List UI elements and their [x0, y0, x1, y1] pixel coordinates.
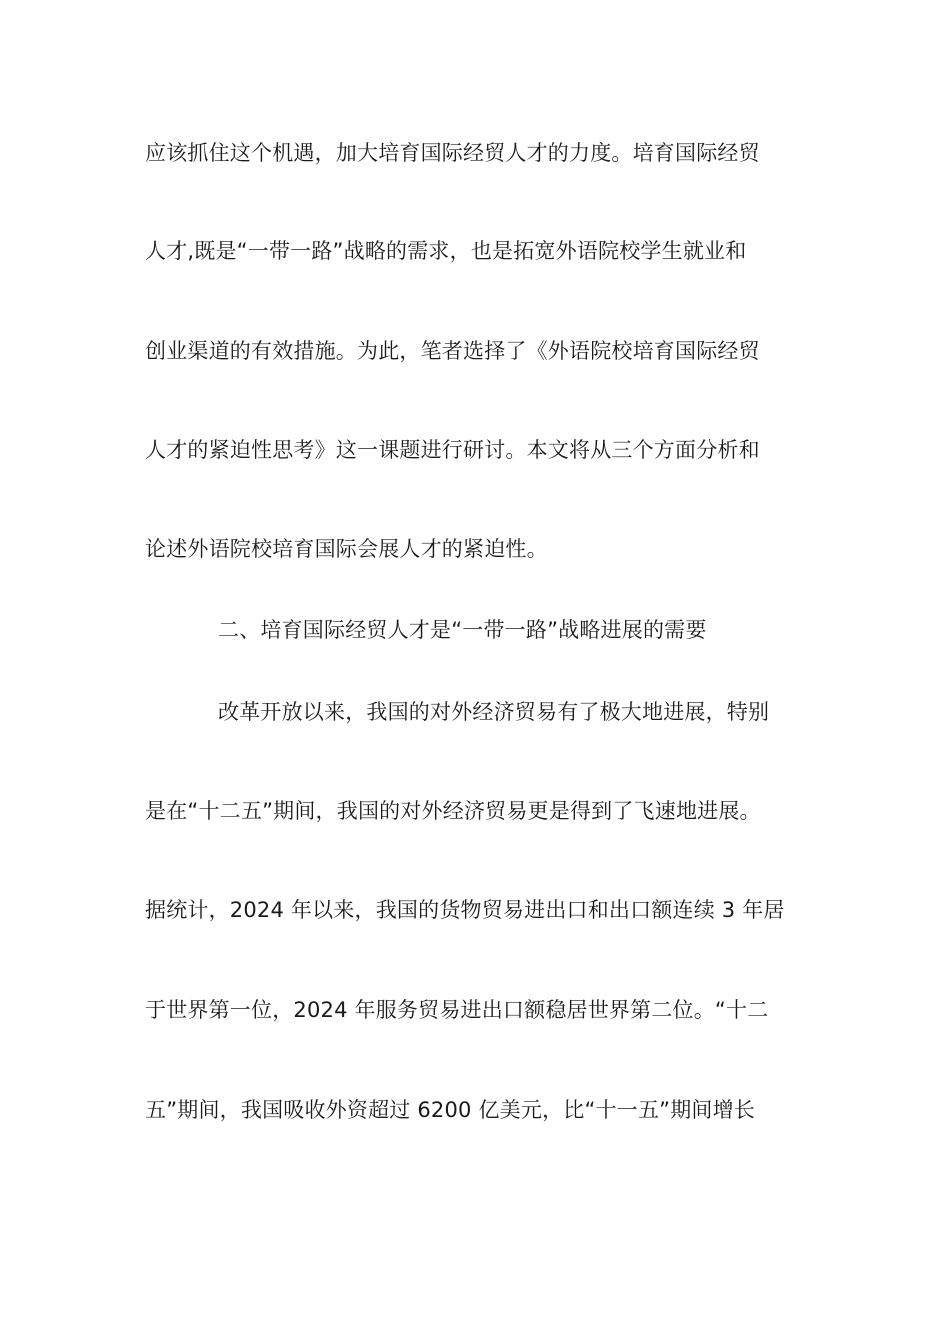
paragraph2-line-1: 改革开放以来，我国的对外经济贸易有了极大地进展，特别	[218, 700, 770, 724]
paragraph2-line-4: 于世界第一位，2024 年服务贸易进出口额稳居世界第二位。“十二	[145, 998, 769, 1022]
paragraph2-line-2: 是在“十二五”期间，我国的对外经济贸易更是得到了飞速地进展。	[145, 799, 761, 823]
section-heading: 二、培育国际经贸人才是“一带一路”战略进展的需要	[218, 618, 707, 642]
paragraph-line-5: 论述外语院校培育国际会展人才的紧迫性。	[145, 537, 548, 561]
paragraph-line-2: 人才,既是“一带一路”战略的需求，也是拓宽外语院校学生就业和	[145, 239, 747, 263]
paragraph2-line-3: 据统计，2024 年以来，我国的货物贸易进出口和出口额连续 3 年居	[145, 898, 785, 922]
paragraph2-line-5: 五”期间，我国吸收外资超过 6200 亿美元，比“十一五”期间增长	[145, 1098, 756, 1122]
paragraph-line-4: 人才的紧迫性思考》这一课题进行研讨。本文将从三个方面分析和	[145, 438, 760, 462]
paragraph-line-1: 应该抓住这个机遇，加大培育国际经贸人才的力度。培育国际经贸	[145, 141, 760, 165]
paragraph-line-3: 创业渠道的有效措施。为此，笔者选择了《外语院校培育国际经贸	[145, 339, 760, 363]
